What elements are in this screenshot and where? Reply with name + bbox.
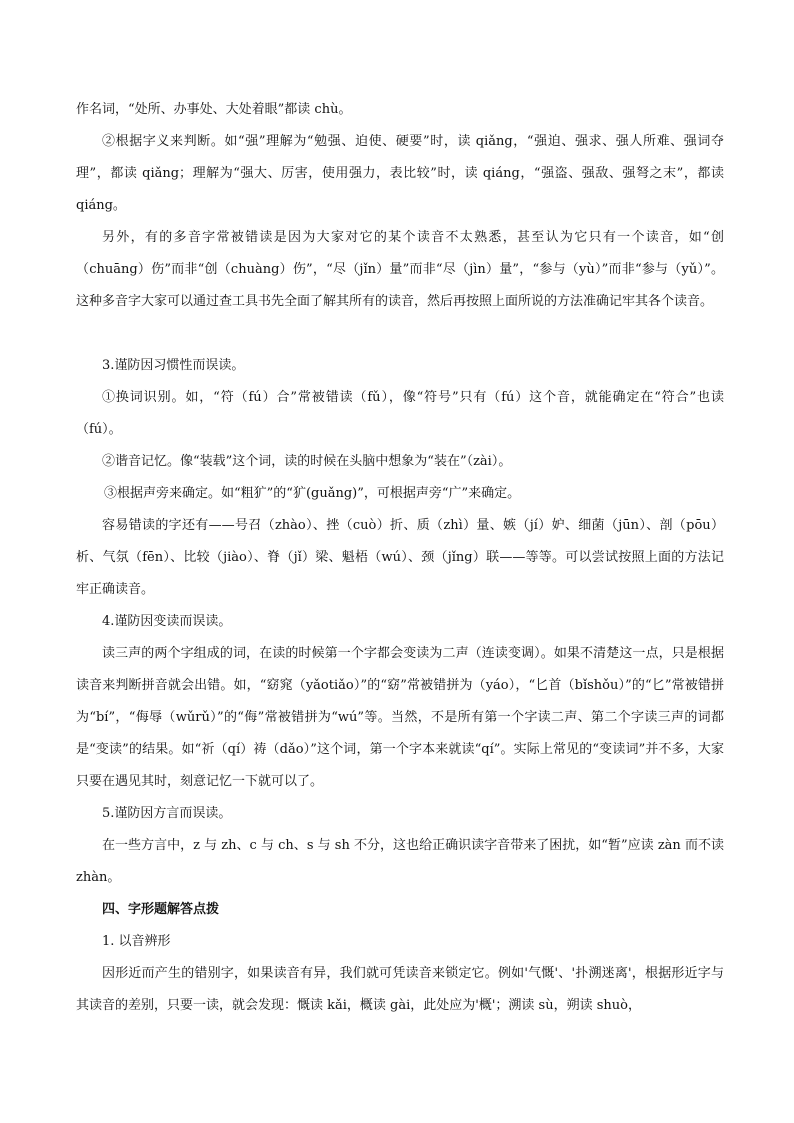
heading-habit: 3.谨防因习惯性而误读。 <box>102 358 245 373</box>
paragraph-polyphone: 另外，有的多音字常被错读是因为大家对它的某个读音不太熟悉，甚至认为它只有一个读音，如“创（chuāng）伤”而非“创（chuàng）伤”，“尽（jǐn）量”而非“尽（jìn）量”，“参与（yù）”而非“参与（yǔ）”。这种多音字大家可以通过查工具书先全面了解其所有的读音，然后再按照上面所说的方法准确记牢其各个读音。 <box>76 230 724 309</box>
subheading-sound: 1. 以音辨形 <box>102 934 171 949</box>
paragraph-tone-change: 读三声的两个字组成的词，在读的时候第一个字都会变读为二声（连读变调）。如果不清楚这一点，只是根据读音来判断拼音就会出错。如，“窈窕（yǎotiǎo）”的“窈”常被错拼为（yáo），“匕首（bǐshǒu）”的“匕”常被错拼为“bí”，“侮辱（wǔrǔ）”的“侮”常被错拼为“wú”等。当然，不是所有第一个字读二声、第二个字读三声的词都是“变读”的结果。如“祈（qí）祷（dǎo）”这个词，第一个字本来就读“qí”。实际上常见的“变读词”并不多，大家只要在遇见其时，刻意记忆一下就可以了。 <box>76 646 724 789</box>
heading-tone-change: 4.谨防因变读而误读。 <box>102 614 232 629</box>
paragraph-common-errors: 容易错读的字还有——号召（zhào）、挫（cuò）折、质（zhì）量、嫉（jí）妒、细菌（jūn）、剖（pōu）析、气氛（fēn）、比较（jiào）、脊（jǐ）梁、魁梧（wú）、颈（jǐng）联——等等。可以尝试按照上面的方法记牢正确读音。 <box>76 518 724 597</box>
paragraph-dialect: 在一些方言中，z 与 zh、c 与 ch、s 与 sh 不分，这也给正确识读字音带来了困扰，如“暂”应读 zàn 而不读 zhàn。 <box>76 838 724 885</box>
section-heading-glyph: 四、字形题解答点拨 <box>102 902 220 917</box>
paragraph-method-2: ②谐音记忆。像“装载”这个词，读的时候在头脑中想象为“装在”（zài）。 <box>102 454 512 469</box>
paragraph-method-1: ①换词识别。如，“符（fú）合”常被错读（fǔ），像“符号”只有（fú）这个音，就能确定在“符合”也读（fú）。 <box>76 390 724 437</box>
paragraph-qiang: ②根据字义来判断。如“强”理解为“勉强、迫使、硬要”时，读 qiǎng，“强迫、强求、强人所难、强词夺理”，都读 qiǎng；理解为“强大、厉害，使用强力，表比较”时，读 qiáng，“强盗、强敌、强弩之末”，都读 qiáng。 <box>76 134 724 213</box>
paragraph-sound-method: 因形近而产生的错别字，如果读音有异，我们就可凭读音来锁定它。例如'气慨'、'扑溯迷离'，根据形近字与其读音的差别，只要一读，就会发现：慨读 kǎi，概读 gài，此处应为'概'；溯读 sù，朔读 shuò， <box>76 966 724 1013</box>
heading-dialect: 5.谨防因方言而误读。 <box>102 806 232 821</box>
paragraph-method-3: ③根据声旁来确定。如“粗犷”的“犷(guǎng)”，可根据声旁“广”来确定。 <box>104 486 521 501</box>
paragraph-chu: 作名词，“处所、办事处、大处着眼”都读 chù。 <box>76 102 352 117</box>
